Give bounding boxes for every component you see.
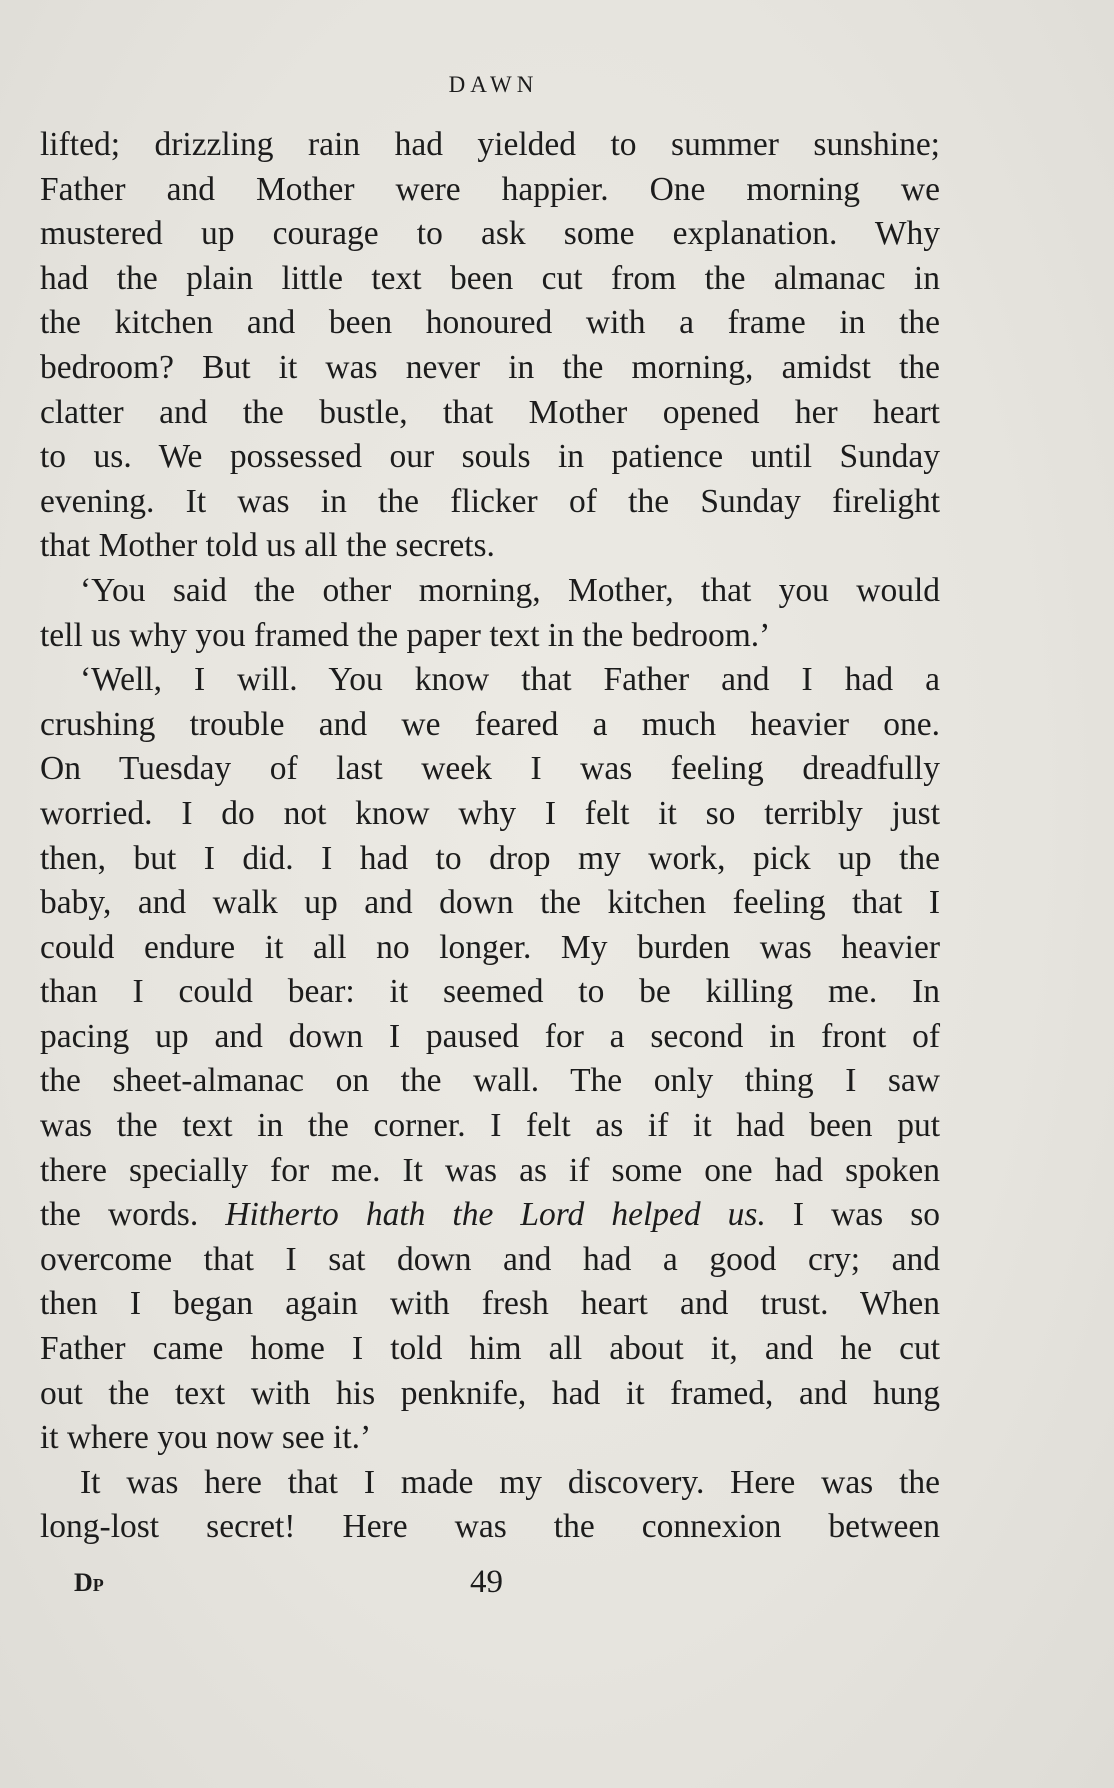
text-line: mustered up courage to ask some explanation. Why [40,215,940,253]
text-line: pacing up and down I paused for a second in front of [40,1017,940,1055]
text-line: the sheet-almanac on the wall. The only thing I saw [40,1062,940,1100]
body-text [40,123,940,1550]
signature-letter-small: P [92,1575,104,1595]
text-line: lifted; drizzling rain had yielded to summer sunshine; [40,126,940,163]
text-line: to us. We possessed our souls in patience until Sunday [40,438,940,476]
italic-quotation: Hitherto hath the Lord helped us. [225,1196,766,1234]
text-line: clatter and the bustle, that Mother opened her heart [40,393,940,431]
text-line: worried. I do not know why I felt it so terribly just [40,794,940,832]
text-line: had the plain little text been cut from the almanac in [40,259,940,297]
text-line: Father came home I told him all about it, and he cut [40,1330,940,1368]
text-line: ‘Well, I will. You know that Father and I had a [80,661,940,699]
text-line: it where you now see it.’ [40,1419,372,1457]
running-head: DAWN [448,72,539,97]
text-line: there specially for me. It was as if some one had spoken [40,1151,940,1189]
text-line: overcome that I sat down and had a good cry; and [40,1240,940,1278]
line-lead-text: the words. [40,1196,226,1234]
text-line: the kitchen and been honoured with a frame in the [40,304,940,342]
text-line-with-italic-quote [40,1193,940,1238]
text-line: crushing trouble and we feared a much heavier one. [40,705,940,743]
signature-mark [74,1568,104,1598]
text-line: than I could bear: it seemed to be killing me. In [40,973,940,1011]
text-line: was the text in the corner. I felt as if it had been put [40,1107,940,1145]
text-line: evening. It was in the flicker of the Sunday firelight [40,482,940,520]
text-line: It was here that I made my discovery. Here was the [80,1463,940,1501]
text-line: bedroom? But it was never in the morning, amidst the [40,348,940,386]
text-line: then, but I did. I had to drop my work, pick up the [40,839,940,877]
text-line: that Mother told us all the secrets. [40,527,495,565]
text-line: long-lost secret! Here was the connexion between [40,1508,940,1546]
page-number: 49 [470,1564,503,1600]
text-line: tell us why you framed the paper text in the bedroom.’ [40,616,771,654]
text-line: Father and Mother were happier. One morning we [40,170,940,208]
line-trail-text: I was so [765,1196,940,1234]
text-line: baby, and walk up and down the kitchen feeling that I [40,884,940,922]
text-line: out the text with his penknife, had it framed, and hung [40,1374,940,1412]
signature-letter: D [74,1568,93,1597]
text-line: could endure it all no longer. My burden was heavier [40,928,940,966]
text-line: On Tuesday of last week I was feeling dreadfully [40,750,940,788]
text-line: ‘You said the other morning, Mother, that you would [80,571,940,609]
text-line: then I began again with fresh heart and trust. When [40,1285,940,1323]
